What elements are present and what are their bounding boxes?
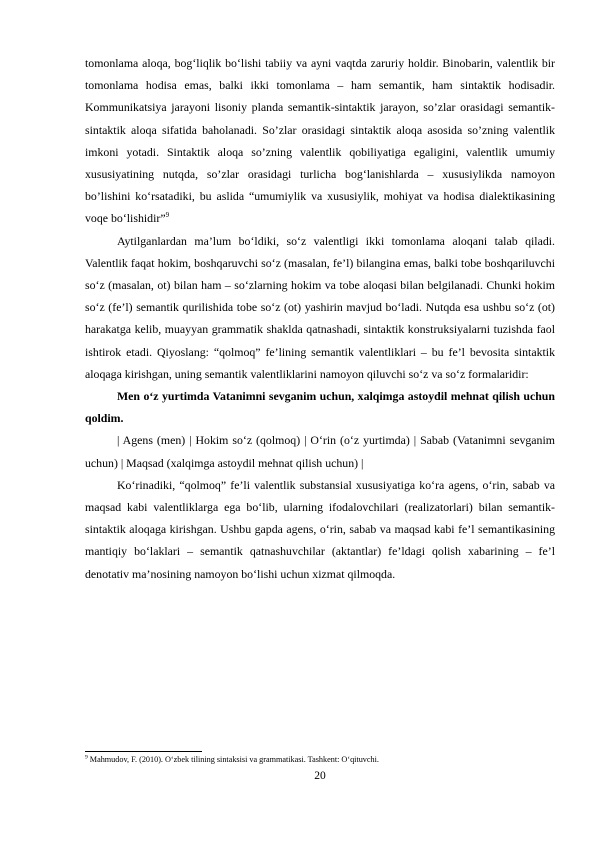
example-analysis: | Agens (men) | Hokim so‘z (qolmoq) | O‘rin (o‘z yurtimda) | Sabab (Vatanimni sevganim uchun) | Maqsad (xalqimga astoydil mehnat qilish uchun) | [85, 433, 555, 470]
footnote-number: 9 [85, 754, 88, 761]
example-sentence: Men o‘z yurtimda Vatanimni sevganim uchun, xalqimga astoydil mehnat qilish uchun qoldim. [85, 389, 555, 426]
page-number: 20 [314, 770, 326, 782]
paragraph-5: Ko‘rinadiki, “qolmoq” fe’li valentlik substansial xususiyatiga ko‘ra agens, o‘rin, sabab va maqsad kabi valentliklarga ega bo‘lib, ularning ifodalovchilari (realizatorlari) bilan semantik-sintaktik aloqaga kirishgan. Ushbu gapda agens, o‘rin, sabab va maqsad kabi fe’l semantikasining mantiqiy bo‘laklari – semantik qatnashuvchilar (aktantlar) fe’ldagi qolish xabarining – fe’l denotativ ma’nosining namoyon bo‘lishi uchun xizmat qilmoqda. [85, 477, 555, 581]
footnote [85, 754, 555, 765]
footnote-text: Mahmudov, F. (2010). O‘zbek tilining sintaksisi va grammatikasi. Tashkent: O‘qituvchi. [89, 755, 379, 764]
footnote-divider [85, 751, 202, 752]
paragraph-1 [85, 52, 555, 230]
paragraph-1-text: tomonlama aloqa, bog‘liqlik bo‘lishi tabiiy va ayni vaqtda zaruriy holdir. Binobarin, valentlik bir tomonlama hodisa emas, balki ikki tomonlama – ham semantik, ham sintaktik hodisadir. Kommunikatsiya jarayoni lisoniy planda semantik-sintaktik jarayon, so’zlar orasidagi semantik-sintaktik aloqa sifatida baholanadi. So’zlar orasidagi sintaktik aloqa asosida so’zning valentlik imkoni yotadi. Sintaktik aloqa so’zning valentlik qobiliyatiga egaligini, valentlik umumiy xususiyatining nutqda, so’zlar orasidagi turlicha bog‘lanishlarda – xususiylikda namoyon bo’lishini ko‘rsatadiki, bu aslida “umumiylik va xususiylik, mohiyat va hodisa dialektikasining voqe bo‘lishidir” [85, 56, 555, 226]
page-body [85, 52, 555, 585]
paragraph-2: Aytilganlardan ma’lum bo‘ldiki, so‘z valentligi ikki tomonlama aloqani talab qiladi. Valentlik faqat hokim, boshqaruvchi so‘z (masalan, fe’l) bilangina emas, balki tobe boshqariluvchi so‘z (masalan, ot) bilan ham – so‘zlarning hokim va tobe aloqasi bilan belgilanadi. Chunki hokim so‘z (fe’l) semantik qurilishida tobe so‘z (ot) yashirin mavjud bo‘ladi. Nutqda esa ushbu so‘z (ot) harakatga kelib, muayyan grammatik shaklda qatnashadi, sintaktik konstruksiyalarni tuzishda faol ishtirok etadi. Qiyoslang: “qolmoq” fe’lining semantik valentliklari – bu fe’l bevosita sintaktik aloqaga kirishgan, uning semantik valentliklarini namoyon qiluvchi so‘z va so‘z formalaridir: [85, 233, 555, 381]
footnote-reference[interactable]: 9 [165, 211, 170, 220]
